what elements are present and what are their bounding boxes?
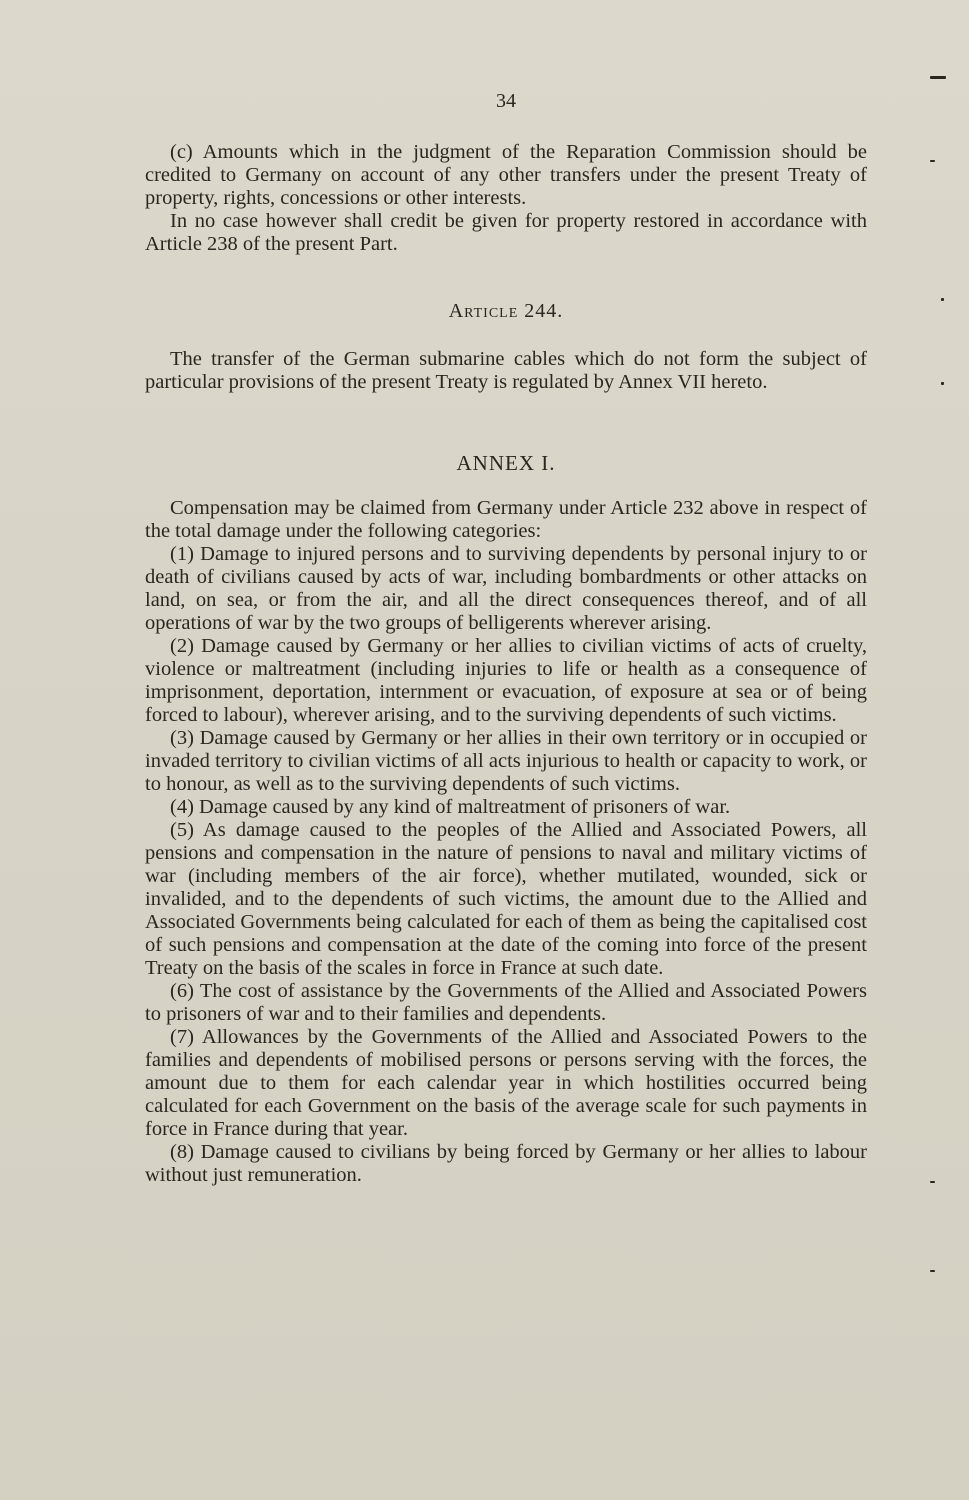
annex-item-1: (1) Damage to injured persons and to surviving dependents by personal injury to or death of civilians caused by acts of war, including bombardments or other attacks on land, on sea, or from the air, and all the direct consequences thereof, and of all operations of war by the two groups of belligerents wherever arising. xyxy=(145,543,867,634)
section-c-paragraph: (c) Amounts which in the judgment of the Reparation Commission should be credited to Germany on account of any other transfers under the present Treaty of property, rights, concessions or other interests. xyxy=(145,141,867,209)
margin-mark xyxy=(941,382,944,385)
margin-mark xyxy=(930,1270,935,1272)
annex-item-7: (7) Allowances by the Governments of the Allied and Associated Powers to the families and dependents of mobilised persons or persons serving with the forces, the amount due to them for each calendar year in which hostilities occurred being calculated for each Government on the basis of the average scale for such payments in force in France during that year. xyxy=(145,1026,867,1140)
margin-mark xyxy=(930,1181,935,1183)
article-244-text: The transfer of the German submarine cables which do not form the subject of particular provisions of the present Treaty is regulated by Annex VII hereto. xyxy=(145,348,867,393)
margin-mark xyxy=(930,76,946,79)
article-244-heading: Article 244. xyxy=(448,300,564,322)
margin-mark xyxy=(930,160,935,162)
margin-mark xyxy=(941,298,944,301)
annex-1-body xyxy=(145,497,867,1187)
section-c-note: In no case however shall credit be given for property restored in accordance with Article 238 of the present Part. xyxy=(145,210,867,255)
annex-item-6: (6) The cost of assistance by the Governments of the Allied and Associated Powers to prisoners of war and to their families and dependents. xyxy=(145,980,867,1025)
page-number: 34 xyxy=(496,90,516,112)
annex-item-2: (2) Damage caused by Germany or her allies to civilian victims of acts of cruelty, violence or maltreatment (including injuries to life or health as a consequence of imprisonment, deportation, internment or evacuation, of exposure at sea or of being forced to labour), wherever arising, and to the surviving dependents of such victims. xyxy=(145,635,867,726)
annex-item-4: (4) Damage caused by any kind of maltreatment of prisoners of war. xyxy=(170,796,731,818)
annex-title: ANNEX I. xyxy=(456,451,556,475)
annex-intro: Compensation may be claimed from Germany under Article 232 above in respect of the total damage under the following categories: xyxy=(145,497,867,542)
annex-item-5: (5) As damage caused to the peoples of the Allied and Associated Powers, all pensions and compensation in the nature of pensions to naval and military victims of war (including members of the air force), whether mutilated, wounded, sick or invalided, and to the dependents of such victims, the amount due to the Allied and Associated Governments being calculated for each of them as being the capitalised cost of such pensions and compensation at the date of the coming into force of the present Treaty on the basis of the scales in force in France at such date. xyxy=(145,819,867,979)
section-c xyxy=(145,141,867,256)
annex-item-3: (3) Damage caused by Germany or her allies in their own territory or in occupied or invaded territory to civilian victims of all acts injurious to health or capacity to work, or to honour, as well as to the surviving dependents of such victims. xyxy=(145,727,867,795)
annex-item-8: (8) Damage caused to civilians by being forced by Germany or her allies to labour without just remuneration. xyxy=(145,1141,867,1186)
article-244-body xyxy=(145,348,867,394)
